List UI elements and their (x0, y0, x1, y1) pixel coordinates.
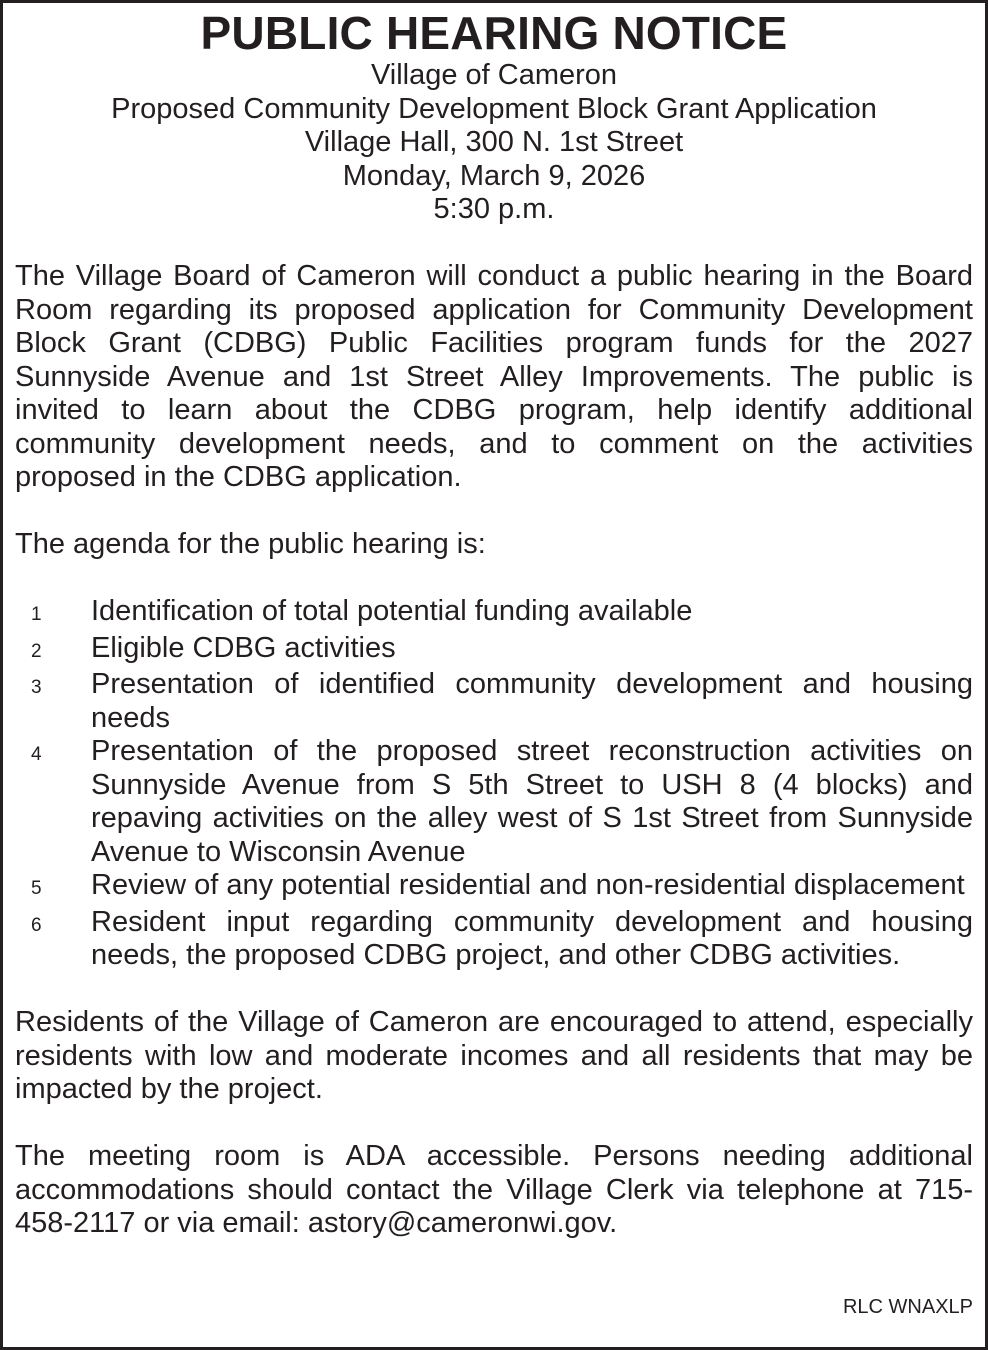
village-name: Village of Cameron (370, 59, 618, 91)
agenda-item (15, 735, 973, 869)
agenda-item-number: 5 (31, 878, 42, 899)
agenda-item-text: Presentation of identified community development and housing needs (91, 668, 973, 734)
agenda-item-number: 6 (31, 914, 42, 936)
agenda-item (15, 632, 973, 669)
hearing-location: Village Hall, 300 N. 1st Street (304, 126, 684, 158)
notice-title: PUBLIC HEARING NOTICE (200, 7, 788, 59)
accessibility-paragraph: The meeting room is ADA accessible. Persons needing additional accommodations should contact the Village Clerk via telephone at 715-458-2117 or via email: astory@cameronwi.gov. (15, 1140, 973, 1239)
agenda-item-text: Presentation of the proposed street reconstruction activities on Sunnyside Avenue from S 5th Street to USH 8 (4 blocks) and repaving activities on the alley west of S 1st Street from Sunnyside Avenue to Wisconsin Avenue (91, 735, 973, 868)
agenda-item-text: Eligible CDBG activities (91, 631, 396, 664)
agenda-item-number: 3 (31, 677, 42, 698)
intro-paragraph: The Village Board of Cameron will conduct a public hearing in the Board Room regarding its proposed application for Community Development Block Grant (CDBG) Public Facilities program funds for the 2027 Sunnyside Avenue and 1st Street Alley Improvements. The public is invited to learn about the CDBG program, help identify additional community development needs, and to comment on the activities proposed in the CDBG application. (15, 260, 973, 493)
agenda-item-text: Resident input regarding community development and housing needs, the proposed CDBG project, and other CDBG activities. (91, 905, 973, 971)
application-subject: Proposed Community Development Block Grant Application (111, 92, 877, 125)
agenda-heading: The agenda for the public hearing is: (15, 528, 486, 560)
agenda-item (15, 668, 973, 735)
agenda-list (15, 595, 973, 973)
agenda-item (15, 906, 973, 973)
agenda-item (15, 869, 973, 906)
agenda-item-number: 4 (31, 744, 42, 765)
residents-paragraph: Residents of the Village of Cameron are encouraged to attend, especially residents with low and moderate incomes and all residents that may be impacted by the project. (15, 1006, 973, 1105)
agenda-item (15, 595, 973, 632)
agenda-item-text: Identification of total potential funding available (91, 595, 693, 627)
hearing-date: Monday, March 9, 2026 (342, 159, 646, 192)
agenda-item-number: 2 (31, 640, 42, 662)
agenda-item-number: 1 (31, 604, 42, 625)
notice-header (15, 59, 973, 227)
agenda-item-text: Review of any potential residential and non-residential displacement (91, 869, 965, 901)
publication-code: RLC WNAXLP (842, 1296, 973, 1318)
hearing-time: 5:30 p.m. (433, 193, 555, 225)
